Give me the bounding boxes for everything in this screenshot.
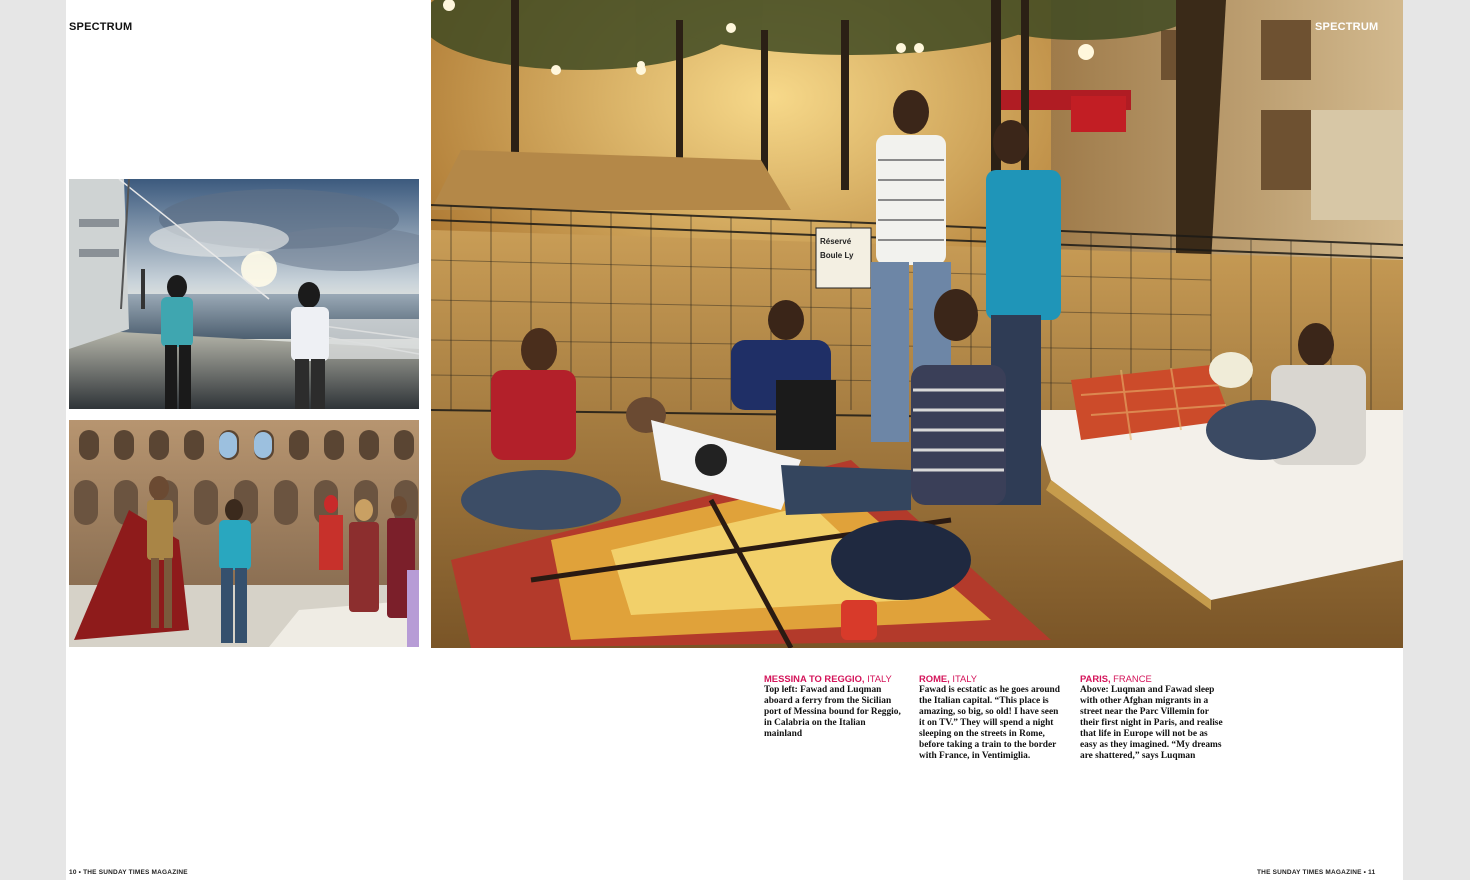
section-label-left: SPECTRUM bbox=[69, 21, 133, 33]
ferry-photo bbox=[69, 179, 419, 409]
caption-body: Above: Luqman and Fawad sleep with other Afghan migrants in a street near the Parc Villemin for their first night in Paris, and realise that life in Europe will not be as easy as they imagined. “My dreams are shattered,” says Luqman bbox=[1080, 685, 1223, 761]
caption-city: MESSINA TO REGGIO, bbox=[764, 673, 865, 684]
caption-body: Top left: Fawad and Luqman aboard a ferry from the Sicilian port of Messina bound for Reggio, in Calabria on the Italian mainland bbox=[764, 685, 901, 739]
caption-city: ROME, bbox=[919, 673, 950, 684]
svg-text:Réservé: Réservé bbox=[820, 237, 852, 246]
ferry-deck-photo-icon bbox=[69, 179, 419, 409]
caption-place bbox=[764, 673, 904, 685]
magazine-spread bbox=[66, 0, 1403, 880]
caption-place bbox=[919, 673, 1064, 685]
caption-body: Fawad is ecstatic as he goes around the Italian capital. “This place is amazing, so big, so old! I have seen it on TV.” They will spend a night sleeping on the streets in Rome, before taking a train to the border with France, in Ventimiglia. bbox=[919, 685, 1060, 761]
caption-rome bbox=[919, 673, 1064, 762]
rome-photo bbox=[69, 420, 419, 647]
caption-city: PARIS, bbox=[1080, 673, 1111, 684]
caption-country: ITALY bbox=[949, 673, 977, 684]
folio-right: THE SUNDAY TIMES MAGAZINE • 11 bbox=[1257, 869, 1376, 876]
colosseum-street-photo-icon bbox=[69, 420, 419, 647]
paris-photo bbox=[431, 0, 1403, 648]
svg-text:Boule Ly: Boule Ly bbox=[820, 251, 854, 260]
caption-country: ITALY bbox=[864, 673, 892, 684]
caption-paris bbox=[1080, 673, 1226, 762]
folio-left: 10 • THE SUNDAY TIMES MAGAZINE bbox=[69, 869, 188, 876]
section-label-right: SPECTRUM bbox=[1315, 21, 1379, 33]
paris-night-street-photo-icon bbox=[431, 0, 1403, 648]
caption-columns bbox=[764, 673, 1234, 783]
caption-country: FRANCE bbox=[1110, 673, 1152, 684]
caption-messina bbox=[764, 673, 904, 740]
caption-place bbox=[1080, 673, 1226, 685]
